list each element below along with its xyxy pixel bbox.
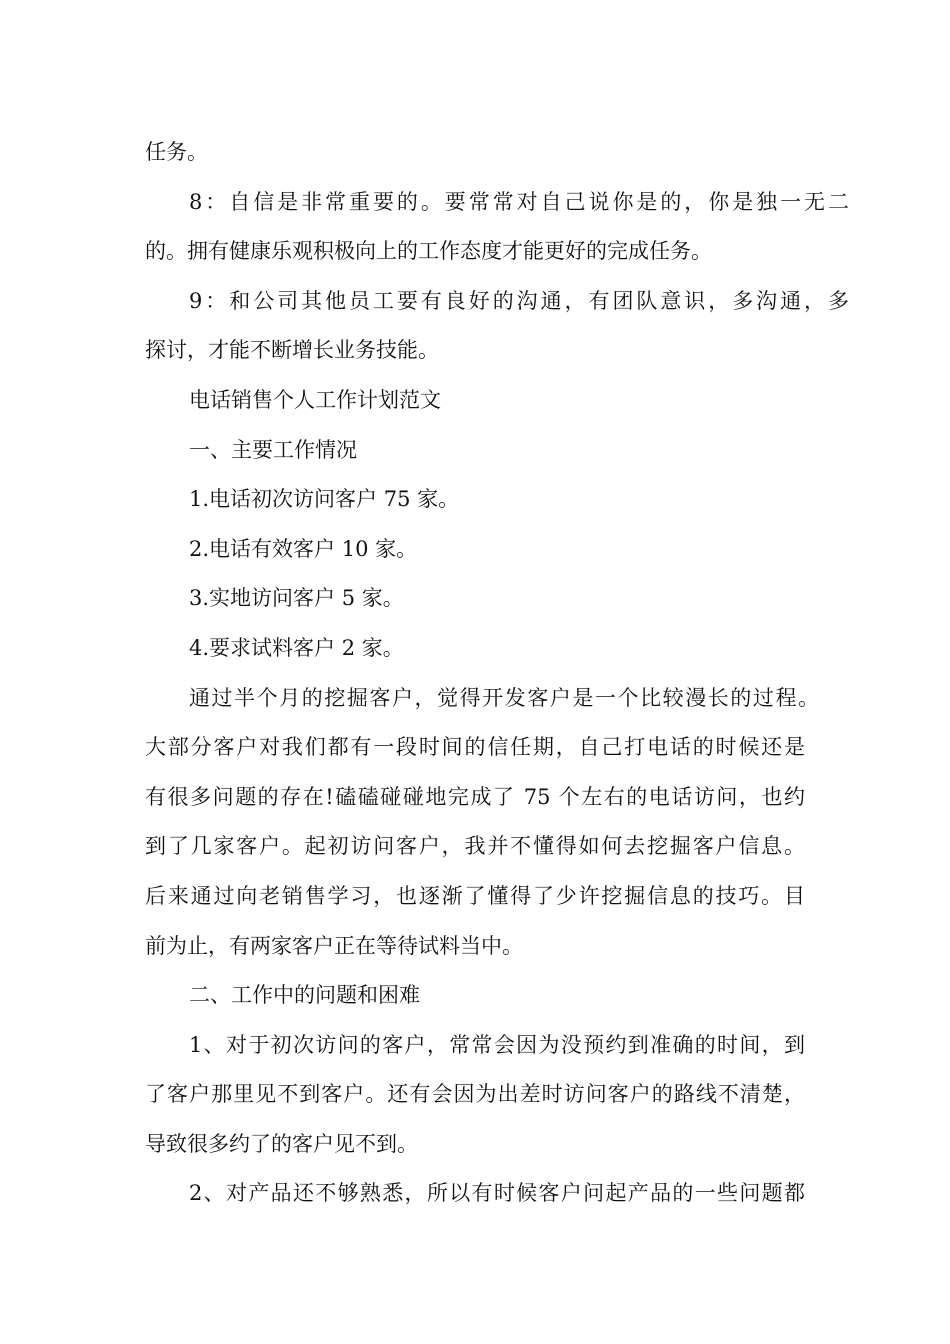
list-item: 4.要求试料客户 2 家。 [189,635,404,660]
text-line: 有很多问题的存在!磕磕碰碰地完成了 75 个左右的电话访问，也约 [145,784,805,809]
text-line: 2、对产品还不够熟悉，所以有时候客户问起产品的一些问题都 [189,1181,805,1206]
text-line: 1、对于初次访问的客户，常常会因为没预约到准确的时间，到 [189,1032,805,1057]
text-line: 了客户那里见不到客户。还有会因为出差时访问客户的路线不清楚， [145,1082,805,1107]
document-body [145,128,849,1219]
text-line: 9：和公司其他员工要有良好的沟通，有团队意识，多沟通，多 [189,288,849,313]
list-item: 2.电话有效客户 10 家。 [189,536,418,561]
text-line: 后来通过向老销售学习，也逐渐了懂得了少许挖掘信息的技巧。目 [145,883,805,908]
text-line: 通过半个月的挖掘客户，觉得开发客户是一个比较漫长的过程。 [189,685,819,710]
section-heading: 一、主要工作情况 [189,437,357,462]
text-line: 前为止，有两家客户正在等待试料当中。 [145,933,523,958]
text-line: 8：自信是非常重要的。要常常对自己说你是的，你是独一无二 [189,189,849,214]
text-line: 任务。 [145,140,208,164]
section-heading: 二、工作中的问题和困难 [189,983,420,1008]
text-line: 大部分客户对我们都有一段时间的信任期，自己打电话的时候还是 [145,735,805,760]
text-line: 探讨，才能不断增长业务技能。 [145,338,439,363]
list-item: 3.实地访问客户 5 家。 [189,586,404,611]
list-item: 1.电话初次访问客户 75 家。 [189,487,460,512]
section-title: 电话销售个人工作计划范文 [189,387,441,412]
text-line: 导致很多约了的客户见不到。 [145,1131,418,1156]
text-line: 到了几家客户。起初访问客户，我并不懂得如何去挖掘客户信息。 [145,834,805,859]
text-line: 的。拥有健康乐观积极向上的工作态度才能更好的完成任务。 [145,239,712,264]
